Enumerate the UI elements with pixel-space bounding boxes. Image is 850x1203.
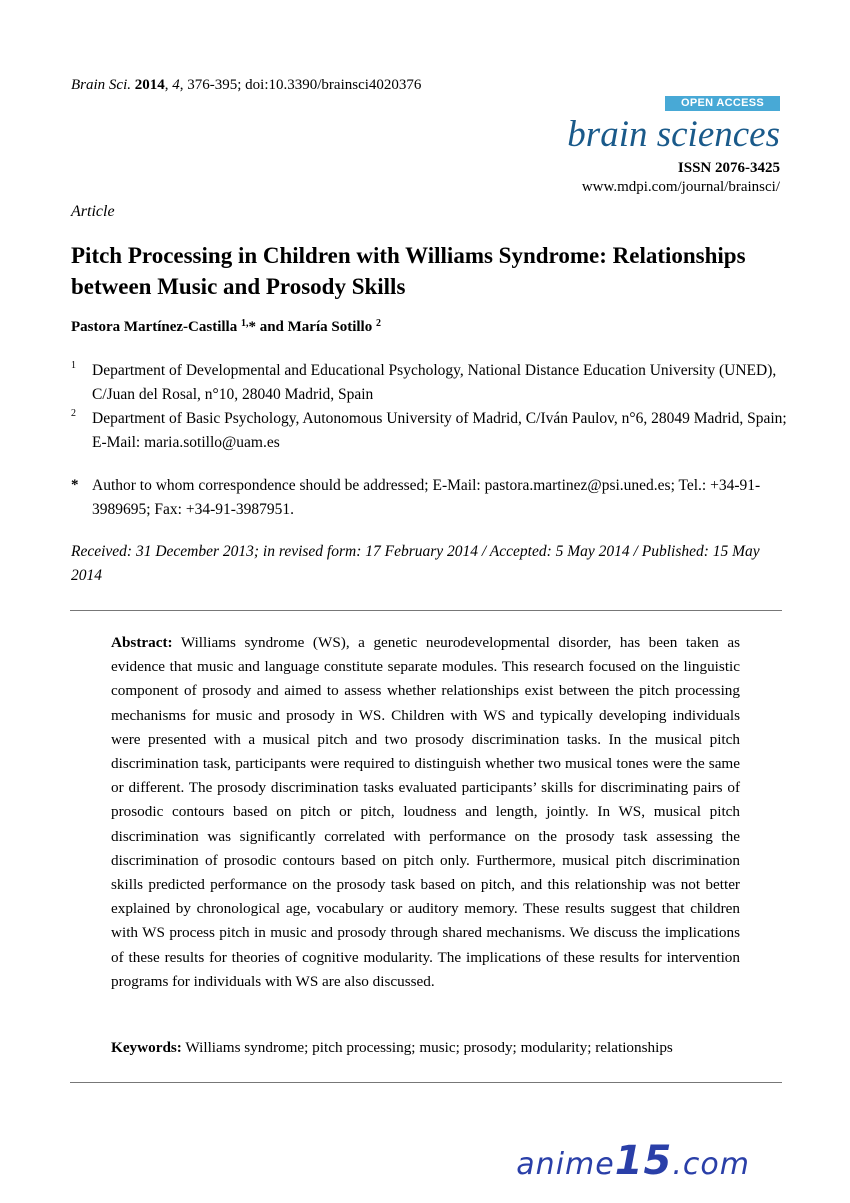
watermark-suffix: .com (672, 1147, 750, 1182)
publication-dates: Received: 31 December 2013; in revised form: 17 February 2014 / Accepted: 5 May 2014 / Published: 15 May 2014 (71, 543, 760, 584)
journal-url[interactable]: www.mdpi.com/journal/brainsci/ (581, 179, 780, 195)
corresponding-star: * (248, 319, 256, 335)
keywords-label: Keywords: (111, 1039, 182, 1056)
watermark-number: 15 (614, 1138, 673, 1184)
open-access-badge: OPEN ACCESS (665, 96, 780, 111)
watermark (516, 1138, 750, 1184)
author-name: María Sotillo (287, 319, 373, 335)
affiliation-number: 1 (71, 360, 76, 371)
affiliation-text: Department of Basic Psychology, Autonomous University of Madrid, C/Iván Paulov, n°6, 28049 Madrid, Spain; E-Mail: maria.sotillo@uam.es (92, 410, 787, 451)
divider (70, 610, 782, 611)
correspondence-text: Author to whom correspondence should be addressed; E-Mail: pastora.martinez@psi.uned.es; Tel.: +34-91-3989695; Fax: +34-91-3987951. (92, 477, 761, 518)
affiliation-number: 2 (71, 408, 76, 419)
abstract-label: Abstract: (111, 634, 173, 651)
citation-line: Brain Sci. 2014, 4, 376-395; doi:10.3390/brainsci4020376 (71, 77, 422, 93)
citation-year: 2014 (134, 77, 165, 93)
correspondence-star: * (71, 477, 79, 493)
journal-name: brain sciences (567, 114, 780, 155)
abstract-text: Williams syndrome (WS), a genetic neurodevelopmental disorder, has been taken as evidence that music and language constitute separate modules. This research focused on the linguistic component of prosody and aimed to assess whether relationships exist between the pitch processing mechanisms for music and prosody in WS. Children with WS and typically developing individuals were presented with a musical pitch and two prosody discrimination tasks. In the musical pitch discrimination task, participants were required to distinguish whether two musical tones were the same or different. The prosody discrimination tasks evaluated participants’ skills for discriminating pairs of prosodic contours based on pitch or pitch, loudness and length, jointly. In WS, musical pitch discrimination was significantly correlated with performance on the prosody task assessing the discrimination of prosodic contours based on pitch only. Furthermore, musical pitch discrimination skills predicted performance on the prosody task based on pitch, and this relationship was not better explained by chronological age, vocabulary or auditory memory. These results suggest that children with WS process pitch in music and prosody through shared mechanisms. We discuss the implications of these results for theories of cognitive modularity. The implications of these results for intervention programs for individuals with WS are also discussed. (111, 634, 740, 990)
author-affiliation-sup: 1, (240, 318, 249, 329)
issn: ISSN 2076-3425 (677, 160, 780, 176)
keywords-text: Williams syndrome; pitch processing; music; prosody; modularity; relationships (185, 1039, 673, 1056)
citation-pages-doi: , 376-395; doi:10.3390/brainsci4020376 (179, 77, 422, 93)
abstract (111, 631, 740, 994)
keywords (111, 1039, 771, 1057)
journal-abbrev: Brain Sci. (71, 77, 131, 93)
divider (70, 1082, 782, 1083)
affiliation-text: Department of Developmental and Educational Psychology, National Distance Education University (UNED), C/Juan del Rosal, n°10, 28040 Madrid, Spain (92, 362, 777, 403)
watermark-prefix: anime (516, 1147, 615, 1182)
paper-title: Pitch Processing in Children with Williams Syndrome: Relationships between Music and Prosody Skills (71, 243, 746, 299)
author-name: Pastora Martínez-Castilla (71, 319, 238, 335)
article-type: Article (71, 203, 115, 220)
author-affiliation-sup: 2 (375, 318, 381, 329)
author-line (71, 318, 381, 336)
citation-volume: 4 (172, 77, 180, 93)
author-joiner: and (259, 319, 284, 335)
